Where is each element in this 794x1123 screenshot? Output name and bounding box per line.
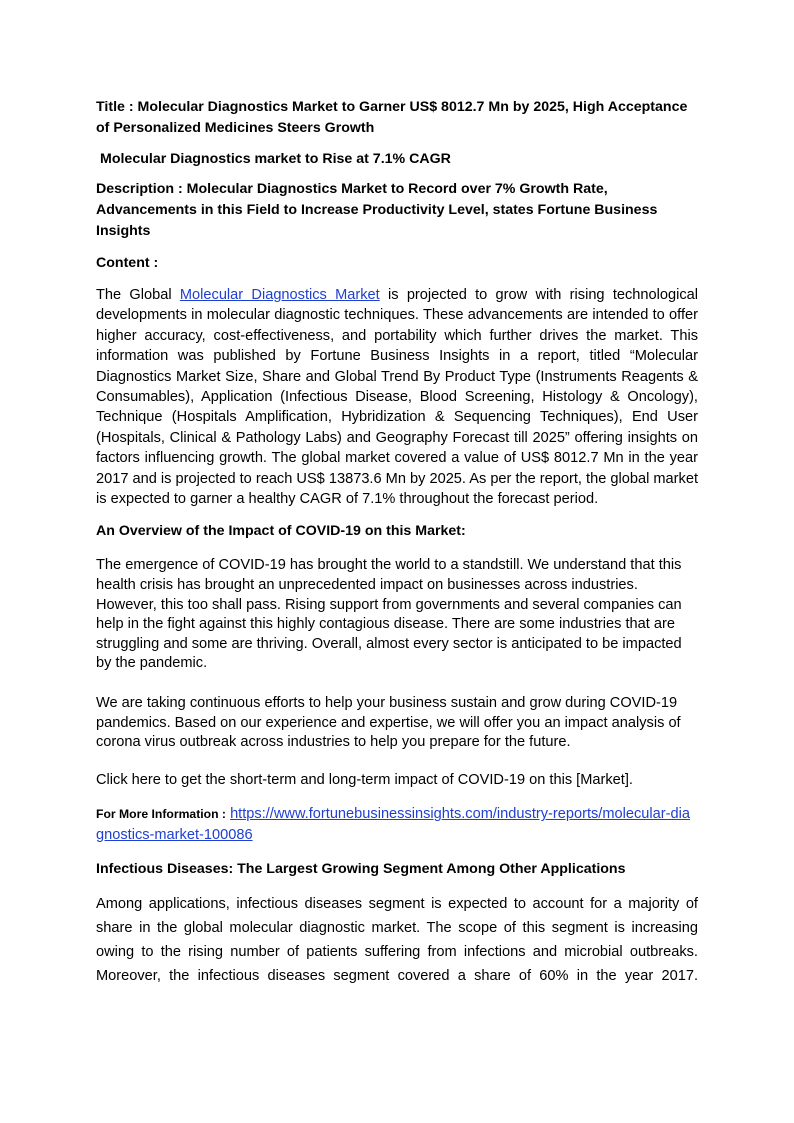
document-description: Description : Molecular Diagnostics Market to Record over 7% Growth Rate, Advancements in this Field to Increase Productivity Level, states Fortune Business Insights [96, 181, 658, 239]
content-label: Content : [96, 255, 159, 271]
covid-heading: An Overview of the Impact of COVID-19 on this Market: [96, 523, 466, 540]
document-subtitle: Molecular Diagnostics market to Rise at 7.1% CAGR [100, 151, 451, 167]
covid-paragraph-2: We are taking continuous efforts to help your business sustain and grow during COVID-19 pandemics. Based on our experience and expertise, we will offer you an impact analysis of corona virus outbreak across industries to help you prepare for the future. [96, 695, 681, 751]
more-info-label: For More Information : [96, 807, 226, 822]
click-here-line: Click here to get the short-term and long-term impact of COVID-19 on this [Market]. [96, 771, 633, 788]
more-info-line [96, 804, 698, 845]
intro-rest: is projected to grow with rising technological developments in molecular diagnostic techniques. These advancements are intended to offer higher accuracy, cost-effectiveness, and portability which further drives the market. This information was published by Fortune Business Insights in a report, titled “Molecular Diagnostics Market Size, Share and Global Trend By Product Type (Instruments Reagents & Consumables), Application (Infectious Disease, Blood Screening, Histology & Oncology), Technique (Hospitals Amplification, Hybridization & Sequencing Techniques), End User (Hospitals, Clinical & Pathology Labs) and Geography Forecast till 2025” offering insights on factors influencing growth. The global market covered a value of US$ 8012.7 Mn in the year 2017 and is projected to reach US$ 13873.6 Mn by 2025. As per the report, the global market is expected to garner a healthy CAGR of 7.1% throughout the forecast period. [96, 287, 699, 508]
intro-paragraph [96, 285, 698, 509]
document-title: Title : Molecular Diagnostics Market to Garner US$ 8012.7 Mn by 2025, High Acceptance of Personalized Medicines Steers Growth [96, 99, 688, 136]
infectious-paragraph: Among applications, infectious diseases segment is expected to account for a majority of share in the global molecular diagnostic market. The scope of this segment is increasing owing to the rising number of patients suffering from infections and microbial outbreaks. Moreover, the infectious diseases segment covered a share of 60% in the year 2017. [96, 896, 698, 984]
more-info-link[interactable]: https://www.fortunebusinessinsights.com/industry-reports/molecular-diagnostics-market-100086 [96, 806, 690, 843]
covid-paragraph-1: The emergence of COVID-19 has brought the world to a standstill. We understand that this health crisis has brought an unprecedented impact on businesses across industries. However, this too shall pass. Rising support from governments and several companies can help in the fight against this highly contagious disease. There are some industries that are struggling and some are thriving. Overall, almost every sector is anticipated to be impacted by the pandemic. [96, 557, 682, 672]
intro-lead: The Global [96, 287, 172, 303]
molecular-diagnostics-market-link[interactable]: Molecular Diagnostics Market [179, 287, 380, 303]
infectious-heading: Infectious Diseases: The Largest Growing Segment Among Other Applications [96, 861, 626, 878]
